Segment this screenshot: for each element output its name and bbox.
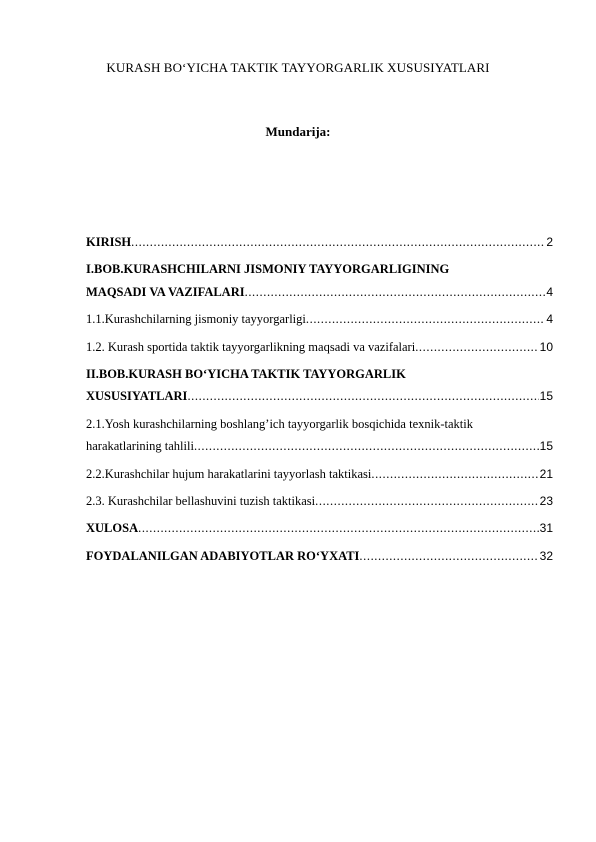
toc-dot-leader — [371, 463, 538, 485]
toc-dot-leader — [306, 308, 545, 330]
toc-dot-leader — [359, 545, 538, 567]
toc-entry-title: I.BOB.KURASHCHILARNI JISMONIY TAYYORGARLIGINING — [86, 262, 450, 277]
toc-page-number: 4 — [546, 312, 553, 327]
toc-entry-chapter-2[interactable] — [86, 363, 553, 408]
toc-entry-section-2-3[interactable] — [86, 490, 553, 512]
toc-entry-title: FOYDALANILGAN ADABIYOTLAR RO‘YXATI — [86, 548, 360, 563]
toc-page-number: 23 — [539, 494, 553, 509]
contents-heading: Mundarija: — [265, 124, 331, 139]
toc-entry-introduction[interactable] — [86, 231, 553, 253]
toc-page-number: 2 — [546, 235, 553, 249]
toc-page-number: 31 — [539, 521, 553, 536]
toc-page-number: 10 — [539, 339, 553, 354]
toc-dot-leader — [138, 517, 539, 539]
toc-entry-title: 2.1.Yosh kurashchilarning boshlang’ich tayyorgarlik bosqichida texnik-taktik — [86, 416, 473, 431]
toc-page-number: 4 — [546, 284, 553, 299]
toc-page-number: 32 — [539, 548, 553, 563]
toc-entry-section-2-2[interactable] — [86, 463, 553, 485]
toc-page-number: 15 — [539, 439, 553, 454]
toc-entry-title: XULOSA — [86, 521, 139, 536]
toc-entry-title: 1.1.Kurashchilarning jismoniy tayyorgarligi — [86, 312, 306, 327]
toc-entry-title-continued: MAQSADI VA VAZIFALARI — [86, 284, 245, 299]
toc-entry-title: II.BOB.KURASH BO‘YICHA TAKTIK TAYYORGARLIK — [86, 367, 406, 382]
toc-entry-title: KIRISH — [86, 235, 132, 249]
toc-entry-chapter-1[interactable] — [86, 258, 553, 303]
toc-entry-section-1-1[interactable] — [86, 308, 553, 330]
toc-entry-title: 2.2.Kurashchilar hujum harakatlarini tayyorlash taktikasi — [86, 466, 372, 481]
toc-entry-section-2-1[interactable] — [86, 413, 553, 458]
toc-entry-conclusion[interactable] — [86, 517, 553, 539]
toc-entry-title: 2.3. Kurashchilar bellashuvini tuzish taktikasi — [86, 494, 316, 509]
document-title: KURASH BO‘YICHA TAKTIK TAYYORGARLIK XUSUSIYATLARI — [106, 60, 490, 75]
table-of-contents — [86, 231, 553, 572]
toc-entry-references[interactable] — [86, 545, 553, 567]
toc-dot-leader — [415, 336, 538, 358]
toc-dot-leader — [187, 385, 538, 407]
toc-dot-leader — [245, 281, 546, 303]
toc-dot-leader — [131, 231, 545, 253]
toc-page-number: 21 — [539, 466, 553, 481]
toc-entry-section-1-2[interactable] — [86, 336, 553, 358]
toc-entry-title-continued: XUSUSIYATLARI — [86, 389, 188, 404]
toc-dot-leader — [315, 490, 539, 512]
toc-page-number: 15 — [539, 389, 553, 404]
toc-entry-title-continued: harakatlarining tahlili — [86, 439, 194, 454]
toc-dot-leader — [194, 435, 539, 457]
toc-entry-title: 1.2. Kurash sportida taktik tayyorgarlikning maqsadi va vazifalari — [86, 339, 416, 354]
